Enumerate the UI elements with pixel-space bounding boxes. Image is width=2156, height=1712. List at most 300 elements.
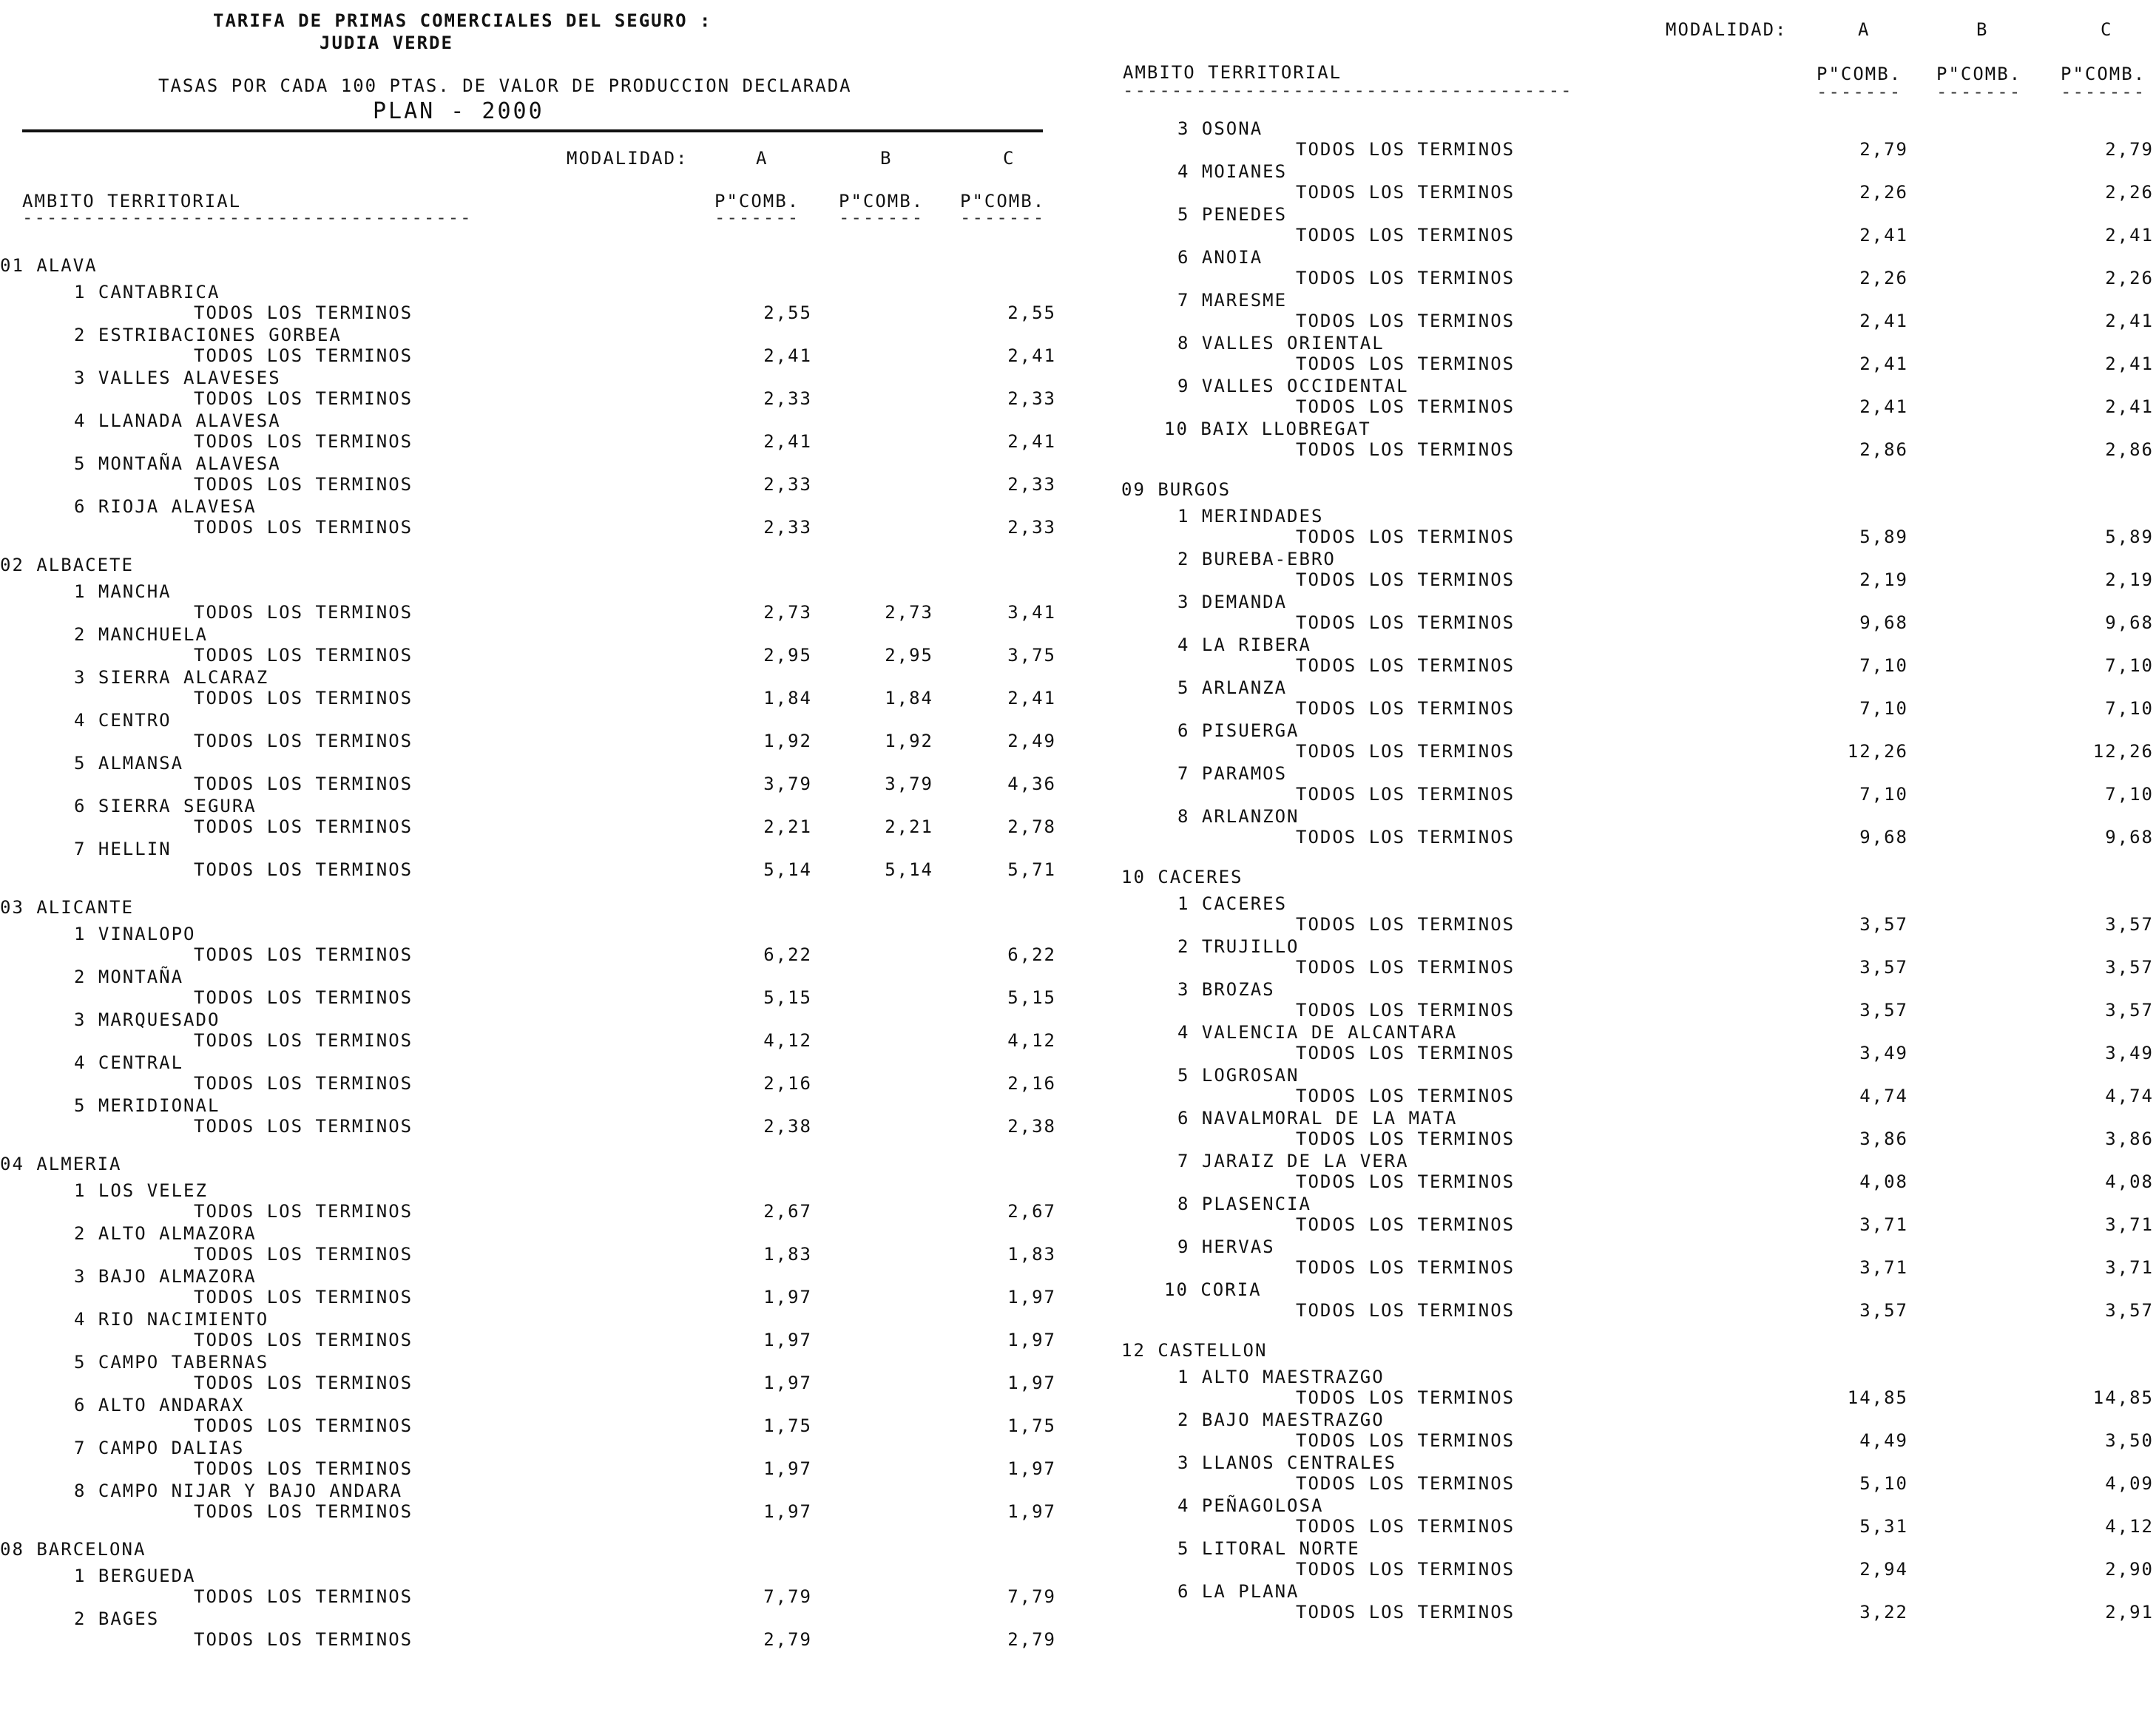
comarca-name: 5 LITORAL NORTE [1177,1538,1360,1559]
term-label: TODOS LOS TERMINOS [1296,1559,1515,1580]
pcomb-b-underline: ------- [839,207,925,228]
term-row [1109,1430,2156,1452]
rate-c-value: 4,08 [2105,1171,2154,1192]
modalidad-b-right: B [1976,19,1989,40]
comarca-name: 9 VALLES OCCIDENTAL [1177,376,1409,396]
term-label: TODOS LOS TERMINOS [194,774,413,794]
term-label: TODOS LOS TERMINOS [1296,1430,1515,1451]
rate-c-value: 2,41 [2105,225,2154,246]
rate-c-value: 2,86 [2105,439,2154,460]
term-label: TODOS LOS TERMINOS [194,302,413,323]
term-label: TODOS LOS TERMINOS [194,431,413,452]
comarca-row [1109,1495,2156,1517]
term-row [1109,1516,2156,1537]
rate-c-value: 7,10 [2105,655,2154,676]
term-label: TODOS LOS TERMINOS [194,1330,413,1350]
rate-a-value: 3,57 [1859,957,1908,978]
term-label: TODOS LOS TERMINOS [194,602,413,623]
term-label: TODOS LOS TERMINOS [194,645,413,666]
comarca-name: 4 LLANADA ALAVESA [74,410,281,431]
term-row [0,859,1065,881]
rate-a-value: 1,84 [763,688,812,708]
comarca-name: 10 CORIA [1164,1279,1262,1300]
rate-a-value: 2,67 [763,1201,812,1222]
comarca-row [1109,506,2156,527]
comarca-row [0,967,1065,988]
comarca-name: 1 LOS VELEZ [74,1180,208,1201]
rate-a-value: 1,97 [763,1501,812,1522]
comarca-row [1109,1538,2156,1560]
term-label: TODOS LOS TERMINOS [194,731,413,751]
rate-c-value: 3,71 [2105,1257,2154,1278]
term-row [0,1330,1065,1351]
rate-a-value: 1,92 [763,731,812,751]
comarca-name: 4 CENTRO [74,710,172,731]
rate-a-value: 2,33 [763,517,812,538]
comarca-row [1109,720,2156,742]
rate-c-value: 2,91 [2105,1602,2154,1623]
term-row [1109,225,2156,246]
term-row [1109,353,2156,375]
term-row [1109,1473,2156,1495]
comarca-name: 6 LA PLANA [1177,1581,1300,1602]
rate-a-value: 7,79 [763,1586,812,1607]
term-label: TODOS LOS TERMINOS [1296,182,1515,203]
comarca-name: 10 BAIX LLOBREGAT [1164,419,1371,439]
comarca-row [0,1481,1065,1502]
rate-c-value: 2,55 [1007,302,1056,323]
comarca-row [1109,635,2156,656]
term-label: TODOS LOS TERMINOS [1296,1129,1515,1149]
comarca-name: 5 LOGROSAN [1177,1065,1300,1086]
comarca-row [1109,1022,2156,1043]
term-row [1109,1214,2156,1236]
rate-b-value: 3,79 [885,774,933,794]
term-label: TODOS LOS TERMINOS [1296,1602,1515,1623]
comarca-row [1109,1279,2156,1301]
ambito-underline: ------------------------------------- [22,207,473,228]
comarca-name: 2 TRUJILLO [1177,936,1300,957]
comarca-name: 1 VINALOPO [74,924,196,944]
rate-a-value: 4,49 [1859,1430,1908,1451]
comarca-row [1109,1151,2156,1172]
rate-c-value: 3,57 [2105,1000,2154,1021]
term-label: TODOS LOS TERMINOS [1296,569,1515,590]
term-label: TODOS LOS TERMINOS [1296,698,1515,719]
term-label: TODOS LOS TERMINOS [1296,914,1515,935]
rate-c-value: 1,97 [1007,1458,1056,1479]
term-label: TODOS LOS TERMINOS [194,1116,413,1137]
comarca-name: 6 SIERRA SEGURA [74,796,257,816]
rate-c-value: 2,90 [2105,1559,2154,1580]
comarca-name: 5 MERIDIONAL [74,1095,220,1116]
rate-c-value: 2,26 [2105,182,2154,203]
rate-c-value: 2,33 [1007,517,1056,538]
term-label: TODOS LOS TERMINOS [194,1201,413,1222]
rate-c-value: 2,38 [1007,1116,1056,1137]
rate-c-value: 4,36 [1007,774,1056,794]
rate-c-value: 1,97 [1007,1501,1056,1522]
comarca-name: 1 MANCHA [74,581,172,602]
rate-a-value: 1,97 [763,1458,812,1479]
term-label: TODOS LOS TERMINOS [194,987,413,1008]
term-label: TODOS LOS TERMINOS [194,345,413,366]
term-row [1109,1086,2156,1107]
term-row [0,302,1065,324]
rate-a-value: 2,94 [1859,1559,1908,1580]
rate-b-value: 2,21 [885,816,933,837]
comarca-name: 4 CENTRAL [74,1052,184,1073]
term-label: TODOS LOS TERMINOS [194,1030,413,1051]
comarca-name: 3 VALLES ALAVESES [74,368,281,388]
rate-a-value: 3,79 [763,774,812,794]
comarca-row [1109,592,2156,613]
rate-a-value: 2,16 [763,1073,812,1094]
ambito-underline-right: ------------------------------------- [1123,80,1573,101]
rate-a-value: 5,14 [763,859,812,880]
rate-b-value: 2,73 [885,602,933,623]
rate-c-value: 3,57 [2105,1300,2154,1321]
pcomb-c-header-right: P"COMB. [2061,64,2146,84]
term-row [0,1201,1065,1222]
province-row [0,897,1065,918]
comarca-row [1109,1452,2156,1474]
rate-a-value: 5,89 [1859,527,1908,547]
rate-a-value: 2,41 [1859,225,1908,246]
comarca-row [1109,118,2156,140]
rate-a-value: 14,85 [1847,1387,1908,1408]
rate-a-value: 2,79 [763,1629,812,1650]
term-row [1109,396,2156,418]
rate-c-value: 4,09 [2105,1473,2154,1494]
province-row [0,1154,1065,1175]
term-row [1109,527,2156,548]
rate-a-value: 2,33 [763,388,812,409]
term-label: TODOS LOS TERMINOS [1296,139,1515,160]
rate-a-value: 2,86 [1859,439,1908,460]
province-name: 09 BURGOS [1121,479,1231,500]
pcomb-a-header: P"COMB. [714,191,800,212]
term-label: TODOS LOS TERMINOS [1296,827,1515,847]
term-label: TODOS LOS TERMINOS [1296,1086,1515,1106]
province-name: 02 ALBACETE [0,555,134,575]
comarca-row [1109,1108,2156,1129]
comarca-name: 2 ESTRIBACIONES GORBEA [74,325,342,345]
rate-a-value: 4,12 [763,1030,812,1051]
rate-a-value: 3,86 [1859,1129,1908,1149]
term-label: TODOS LOS TERMINOS [1296,527,1515,547]
pcomb-c-underline: ------- [960,207,1046,228]
rate-b-value: 2,95 [885,645,933,666]
province-name: 04 ALMERIA [0,1154,122,1174]
comarca-name: 2 ALTO ALMAZORA [74,1223,257,1244]
term-label: TODOS LOS TERMINOS [194,517,413,538]
comarca-name: 4 MOIANES [1177,161,1288,182]
rate-a-value: 5,10 [1859,1473,1908,1494]
province-name: 01 ALAVA [0,255,98,276]
comarca-row [1109,376,2156,397]
comarca-name: 4 RIO NACIMIENTO [74,1309,269,1330]
term-label: TODOS LOS TERMINOS [194,944,413,965]
term-row [0,1629,1065,1651]
rate-a-value: 3,57 [1859,914,1908,935]
rate-c-value: 2,79 [2105,139,2154,160]
rate-a-value: 3,57 [1859,1000,1908,1021]
comarca-row [1109,893,2156,915]
comarca-name: 1 ALTO MAESTRAZGO [1177,1367,1385,1387]
comarca-name: 5 ARLANZA [1177,677,1288,698]
comarca-name: 2 BAJO MAESTRAZGO [1177,1410,1385,1430]
rate-a-value: 1,97 [763,1373,812,1393]
modalidad-c-right: C [2101,19,2113,40]
rate-a-value: 2,21 [763,816,812,837]
term-row [0,774,1065,795]
comarca-row [0,667,1065,688]
comarca-row [1109,936,2156,958]
term-row [0,944,1065,966]
pcomb-c-underline-right: ------- [2061,81,2146,102]
comarca-row [1109,1194,2156,1215]
term-row [1109,655,2156,677]
term-row [1109,827,2156,848]
term-row [1109,439,2156,461]
rate-c-value: 2,49 [1007,731,1056,751]
rate-a-value: 2,95 [763,645,812,666]
term-row [1109,182,2156,203]
modalidad-b: B [880,148,893,169]
term-label: TODOS LOS TERMINOS [194,474,413,495]
comarca-row [0,839,1065,860]
comarca-name: 7 MARESME [1177,290,1288,311]
comarca-row [1109,1410,2156,1431]
rate-c-value: 14,85 [2092,1387,2154,1408]
comarca-row [0,624,1065,646]
comarca-row [0,410,1065,432]
modalidad-label-right: MODALIDAD: [1666,19,1788,40]
comarca-name: 5 PENEDES [1177,204,1288,225]
term-row [1109,1257,2156,1279]
province-name: 03 ALICANTE [0,897,134,918]
comarca-name: 6 RIOJA ALAVESA [74,496,257,517]
comarca-row [1109,1581,2156,1603]
comarca-name: 2 MANCHUELA [74,624,208,645]
term-row [1109,784,2156,805]
pcomb-b-header: P"COMB. [839,191,925,212]
term-row [1109,1129,2156,1150]
term-row [1109,268,2156,289]
comarca-row [1109,677,2156,699]
rate-c-value: 2,41 [2105,311,2154,331]
term-row [0,1116,1065,1137]
rate-c-value: 2,33 [1007,388,1056,409]
comarca-row [1109,161,2156,183]
comarca-name: 4 PEÑAGOLOSA [1177,1495,1324,1516]
comarca-row [0,282,1065,303]
rate-a-value: 5,15 [763,987,812,1008]
rate-c-value: 3,71 [2105,1214,2154,1235]
term-label: TODOS LOS TERMINOS [1296,268,1515,288]
term-row [1109,1171,2156,1193]
rate-a-value: 9,68 [1859,827,1908,847]
rate-a-value: 1,97 [763,1330,812,1350]
term-row [1109,1559,2156,1580]
term-label: TODOS LOS TERMINOS [1296,396,1515,417]
comarca-name: 6 ANOIA [1177,247,1263,268]
comarca-row [0,1438,1065,1459]
term-label: TODOS LOS TERMINOS [1296,1300,1515,1321]
comarca-name: 3 DEMANDA [1177,592,1288,612]
term-row [1109,569,2156,591]
comarca-name: 1 BERGUEDA [74,1566,196,1586]
comarca-name: 4 VALENCIA DE ALCANTARA [1177,1022,1458,1043]
term-row [0,602,1065,623]
term-row [1109,1387,2156,1409]
modalidad-c: C [1003,148,1016,169]
comarca-row [0,325,1065,346]
term-row [0,1501,1065,1523]
rate-c-value: 1,83 [1007,1244,1056,1265]
province-row [1109,479,2156,501]
rate-c-value: 9,68 [2105,612,2154,633]
rate-c-value: 2,19 [2105,569,2154,590]
comarca-name: 6 ALTO ANDARAX [74,1395,245,1415]
term-label: TODOS LOS TERMINOS [1296,741,1515,762]
term-row [1109,139,2156,160]
term-row [1109,1602,2156,1623]
province-row [0,555,1065,576]
term-label: TODOS LOS TERMINOS [194,1244,413,1265]
rate-a-value: 4,74 [1859,1086,1908,1106]
comarca-name: 7 PARAMOS [1177,763,1288,784]
comarca-name: 5 MONTAÑA ALAVESA [74,453,281,474]
term-label: TODOS LOS TERMINOS [194,1373,413,1393]
term-row [0,1244,1065,1265]
rate-c-value: 1,97 [1007,1330,1056,1350]
term-row [0,1073,1065,1094]
rate-a-value: 3,57 [1859,1300,1908,1321]
term-label: TODOS LOS TERMINOS [194,1586,413,1607]
term-label: TODOS LOS TERMINOS [1296,1043,1515,1063]
term-label: TODOS LOS TERMINOS [1296,655,1515,676]
rate-a-value: 6,22 [763,944,812,965]
rate-c-value: 7,10 [2105,698,2154,719]
rate-c-value: 3,57 [2105,914,2154,935]
term-label: TODOS LOS TERMINOS [194,388,413,409]
comarca-name: 9 HERVAS [1177,1236,1275,1257]
comarca-row [0,753,1065,774]
rate-a-value: 3,22 [1859,1602,1908,1623]
province-name: 08 BARCELONA [0,1539,146,1560]
comarca-row [0,581,1065,603]
term-label: TODOS LOS TERMINOS [194,1501,413,1522]
rate-c-value: 2,41 [1007,688,1056,708]
rate-c-value: 2,78 [1007,816,1056,837]
rate-c-value: 4,12 [2105,1516,2154,1537]
rate-c-value: 3,50 [2105,1430,2154,1451]
term-label: TODOS LOS TERMINOS [1296,1516,1515,1537]
comarca-row [1109,290,2156,311]
term-label: TODOS LOS TERMINOS [1296,784,1515,805]
rate-c-value: 3,49 [2105,1043,2154,1063]
term-row [0,1030,1065,1052]
term-row [1109,957,2156,978]
term-row [0,645,1065,666]
header-rule [22,129,1043,132]
rate-a-value: 2,38 [763,1116,812,1137]
comarca-row [0,1009,1065,1031]
rate-c-value: 3,41 [1007,602,1056,623]
term-label: TODOS LOS TERMINOS [1296,612,1515,633]
rate-a-value: 2,41 [1859,396,1908,417]
rate-a-value: 9,68 [1859,612,1908,633]
term-row [0,816,1065,838]
comarca-name: 3 MARQUESADO [74,1009,220,1030]
rate-a-value: 7,10 [1859,784,1908,805]
rate-a-value: 3,71 [1859,1257,1908,1278]
rate-c-value: 4,12 [1007,1030,1056,1051]
pcomb-a-underline-right: ------- [1817,81,1902,102]
province-name: 12 CASTELLON [1121,1340,1268,1361]
comarca-row [1109,549,2156,570]
comarca-row [0,1352,1065,1373]
comarca-name: 8 ARLANZON [1177,806,1300,827]
term-row [0,388,1065,410]
term-label: TODOS LOS TERMINOS [1296,1000,1515,1021]
term-row [0,987,1065,1009]
modalidad-a: A [756,148,768,169]
term-row [0,731,1065,752]
term-label: TODOS LOS TERMINOS [1296,1473,1515,1494]
comarca-name: 2 BUREBA-EBRO [1177,549,1336,569]
rate-c-value: 2,26 [2105,268,2154,288]
comarca-row [1109,1236,2156,1258]
term-label: TODOS LOS TERMINOS [1296,353,1515,374]
rate-a-value: 1,83 [763,1244,812,1265]
comarca-row [0,924,1065,945]
pcomb-b-header-right: P"COMB. [1936,64,2022,84]
term-label: TODOS LOS TERMINOS [194,816,413,837]
comarca-row [0,1266,1065,1288]
term-label: TODOS LOS TERMINOS [1296,1214,1515,1235]
comarca-row [0,368,1065,389]
rate-a-value: 2,26 [1859,268,1908,288]
rate-b-value: 1,84 [885,688,933,708]
term-label: TODOS LOS TERMINOS [1296,311,1515,331]
comarca-name: 1 CACERES [1177,893,1288,914]
term-label: TODOS LOS TERMINOS [194,859,413,880]
comarca-name: 3 BROZAS [1177,979,1275,1000]
term-label: TODOS LOS TERMINOS [194,1073,413,1094]
term-label: TODOS LOS TERMINOS [194,1287,413,1307]
pcomb-a-header-right: P"COMB. [1817,64,1902,84]
term-row [1109,741,2156,762]
comarca-name: 5 CAMPO TABERNAS [74,1352,269,1373]
document-subtitle: TASAS POR CADA 100 PTAS. DE VALOR DE PRODUCCION DECLARADA [158,75,852,96]
crop-name: JUDIA VERDE [320,33,453,53]
term-row [0,474,1065,495]
comarca-row [0,1395,1065,1416]
comarca-row [0,453,1065,475]
term-row [0,1287,1065,1308]
rate-c-value: 3,57 [2105,957,2154,978]
rate-a-value: 3,49 [1859,1043,1908,1063]
comarca-name: 6 NAVALMORAL DE LA MATA [1177,1108,1458,1129]
province-row [1109,1340,2156,1361]
rate-a-value: 3,71 [1859,1214,1908,1235]
comarca-row [1109,247,2156,268]
rate-c-value: 3,75 [1007,645,1056,666]
comarca-row [1109,333,2156,354]
